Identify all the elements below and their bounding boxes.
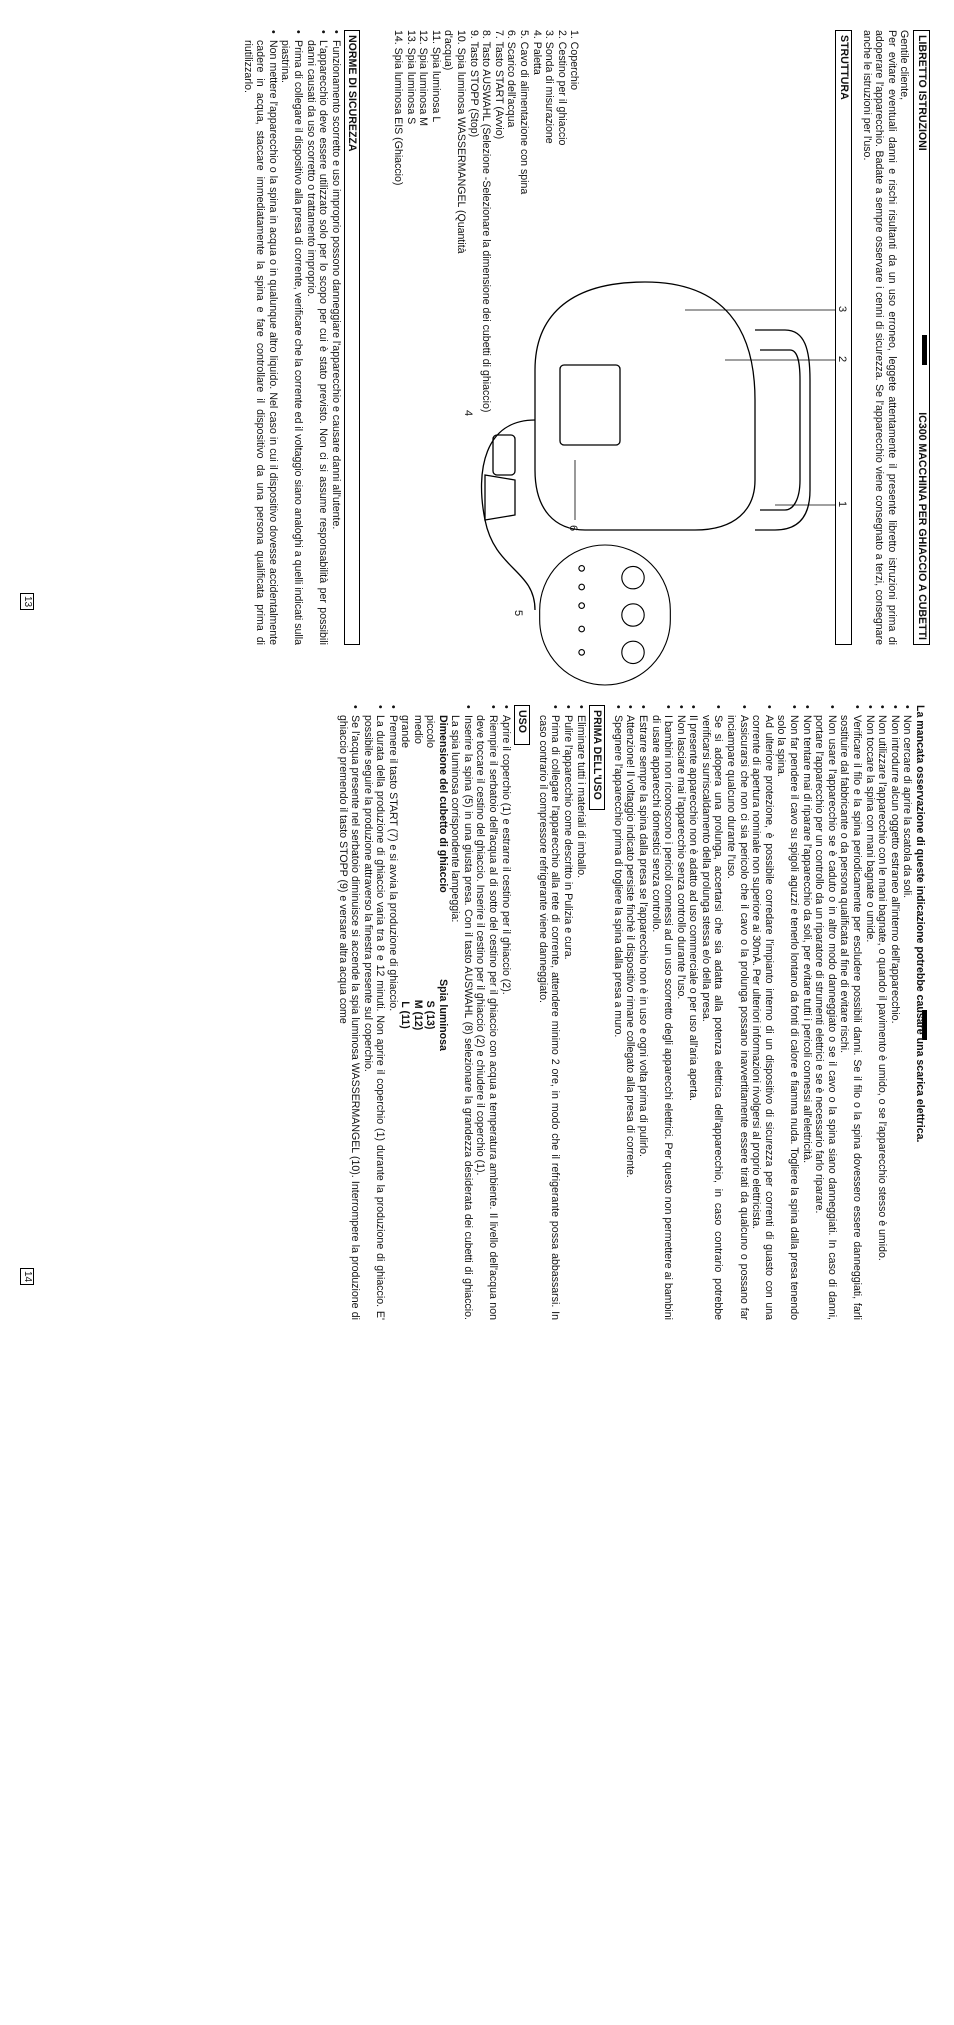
scoop-shape: [485, 475, 515, 520]
part-item-10: 10. Spia luminosa WASSERMANGEL (Quantità d'acqua): [442, 30, 468, 254]
plug-shape: [493, 435, 515, 475]
norme-title: NORME DI SICUREZZA: [346, 35, 359, 152]
part-item-8: 8. Tasto AUSWAHL (Selezione -Selezionare la dimensione dei cubetti di ghiaccio): [480, 30, 493, 413]
part-item-1: 1. Coperchio: [568, 30, 581, 91]
callout-3: 3: [836, 306, 849, 313]
stop-button-shape: [622, 566, 644, 588]
part-item-9: 9. Tasto STOPP (Stop): [467, 30, 480, 138]
norme-item: • Funzionamento scorretto e uso improprio possono danneggiare l'apparecchio e causare danni all'utente.: [329, 40, 342, 645]
norme-item: • L'apparecchio deve essere utilizzato solo per lo scopo per cui è stato previsto. Non ci si assume responsabilità per possibili danni causati da uso scorretto o trattamento improprio.: [304, 40, 329, 645]
header-right: IC300 MACCHINA PER GHIACCIO A CUBETTI: [916, 412, 928, 640]
warning-item: • Ad ulteriore protezione, è possibile corredare l'impianto interno di un dispositivo di sicurezza per correnti di guasto con una corrente di apertura nominale non superiore ai 30mA. Per ulteriori informazioni rivolgersi al proprio elettricista.: [750, 715, 775, 1320]
table-cell: medio: [411, 715, 424, 744]
part-item-7: 7. Tasto START (Avvio): [492, 30, 505, 140]
uso-title: USO: [516, 710, 529, 733]
parts-list: [392, 30, 581, 413]
warning-item: • Non usare l'apparecchio se è caduto o in altro modo danneggiato o se il cavo o la spina siano danneggiati. In caso di danni, portare l'apparecchio per un controllo da un riparatore di strumenti elettrici e se è necessario farlo riparare.: [813, 715, 838, 1320]
header-left: LIBRETTO ISTRUZIONI: [916, 35, 928, 151]
part-item-13: 13. Spia luminosa S: [404, 30, 417, 125]
warning-item: • Se si adopera una prolunga, accertarsi che sia adatta alla potenza elettrica dell'apparecchio, in caso contrario potrebbe verificarsi surriscaldamento della prolunga stessa e/o della presa.: [699, 715, 724, 1320]
vent-grid: [560, 365, 620, 445]
prima-item: • Prima di collegare l'apparecchio alla rete di corrente, attendere minimo 2 ore, in modo che il refrigerante possa abbassarsi. In caso contrario il compressore refrigerante viene danneggiato.: [536, 715, 561, 1320]
warning-item: • Non utilizzare l'apparecchio con le mani bagnate, o quando il pavimento è umido, o se l'apparecchio stesso è umido.: [876, 715, 889, 1320]
led-10: [579, 566, 585, 572]
table-cell: L (11): [399, 1001, 412, 1029]
intro-greeting: Gentile cliente,: [898, 30, 911, 101]
led-13: [579, 626, 585, 632]
uso-item: • Inserire la spina (5) in una giusta presa. Con il tasto AUSWAHL (8) selezionare la grandezza desiderata dei cubetti di ghiaccio. La spia luminosa corrispondente lampeggia:: [449, 715, 474, 1320]
warning-item: • Non toccare la spina con mani bagnate o umide.: [863, 715, 876, 1320]
page-number-13: 13: [20, 593, 34, 610]
warning-item: • Non tentare mai di riparare l'apparecchio da soli, per evitare tutti i pericoli connessi all'elettricità.: [800, 715, 813, 1320]
uso-item: • Premere il tasto START (7) e si avvia la produzione di ghiaccio.: [386, 715, 399, 1320]
auswahl-button-shape: [622, 604, 644, 626]
warning-item: • Verificare il filo e la spina periodicamente per escludere possibili danni. Se il filo o la spina dovessero essere danneggiati, farli sostituire dal fabbricante o da persona qualificata al fine di evitare rischi.: [838, 715, 863, 1320]
table-cell: grande: [399, 715, 412, 748]
intro-text: Per evitare eventuali danni e rischi risultanti da un uso erroneo, leggete attentamente il presente libretto istruzioni prima di adoperare l'apparecchio. Badate a sempre osservare i cenni di sicurezza. Se l'apparecchio viene consegnato a terzi, consegnare anche le istruzioni per l'uso.: [860, 30, 898, 645]
warning-item: • Non far pendere il cavo su spigoli aguzzi e tenerlo lontano da fonti di calore e fiamma nuda. Togliere la spina dalla presa tenendo solo la spina.: [775, 715, 800, 1320]
led-14: [579, 650, 585, 656]
callout-2: 2: [836, 356, 849, 363]
uso-list-2: [336, 705, 399, 1320]
part-item-3: 3. Sonda di misurazione: [543, 30, 556, 144]
warnings-list: [611, 705, 913, 1320]
part-item-2: 2. Cestino per il ghiaccio: [555, 30, 568, 146]
warning-item: • Attenzione! Il voltaggio indicato persiste finchè il dispositivo rimane collegato alla presa di corrente.: [624, 715, 637, 1320]
section-prima-heading: [589, 705, 606, 810]
control-panel-outline: [540, 545, 671, 685]
prima-item: • Pulire l'apparecchio come descritto in Pulizia e cura.: [561, 715, 574, 1320]
prima-title: PRIMA DELL'USO: [591, 710, 604, 800]
part-item-5: 5. Cavo di alimentazione con spina: [518, 30, 531, 195]
led-12: [579, 603, 585, 609]
callout-4: 4: [462, 410, 475, 417]
warning-item: • Non lasciare mai l'apparecchio senza controllo durante l'uso.: [674, 715, 687, 1320]
part-item-4: 4. Paletta: [530, 30, 543, 75]
part-item-14: 14. Spia luminosa EIS (Ghiaccio): [392, 30, 405, 186]
power-cable: [482, 420, 535, 610]
table-header-size: Dimensione del cubetto di ghiaccio: [436, 715, 449, 893]
callout-6: 6: [567, 525, 580, 532]
callout-5: 5: [512, 610, 525, 617]
part-item-11: 11. Spia luminosa L: [429, 30, 442, 123]
norme-item: • Non mettere l'apparecchio o la spina in acqua o in qualunque altro liquido. Nel caso in cui il dispositivo dovesse accidentalmente cadere in acqua, staccare immediatamente la spina e fare controllare il dispositivo da una persona qualificata prima di riutilizzarlo.: [241, 40, 279, 645]
part-item-6: 6. Scarico dell'acqua: [505, 30, 518, 128]
struttura-title: STRUTTURA: [838, 35, 851, 100]
ice-size-table: [399, 715, 449, 1320]
lid-window: [760, 350, 800, 510]
norme-list: [241, 30, 342, 645]
callout-1: 1: [836, 501, 849, 508]
uso-item: • Aprire il coperchio (1) e estrarre il cestino per il ghiaccio (2).: [499, 715, 512, 1320]
section-struttura-heading: [835, 30, 852, 645]
uso-item: • Se l'acqua presente nel serbatoio diminuisce si accende la spia luminosa WASSERMANGEL (10). Interrompere la produzione di ghiaccio premendo il tasto STOPP (9) e versare altra acqua come: [336, 715, 361, 1320]
warning-item: • Il presente apparecchio non è adatto ad uso commerciale o per uso all'aria aperta.: [687, 715, 700, 1320]
uso-list: [449, 705, 512, 1320]
warning-item: • Spegnere l'apparecchio prima di togliere la spina dalla presa a muro.: [611, 715, 624, 1320]
uso-item: • La durata della produzione di ghiaccio varia tra 8 e 12 minuti. Non aprire il coperchio (1) durante la produzione di ghiaccio. E' possibile seguire la produzione attraverso la finestra presente sul coperchio.: [361, 715, 386, 1320]
section-uso-heading: [514, 705, 531, 745]
manual-header: [913, 30, 930, 645]
uso-item: • Riempire il serbatoio dell'acqua al di sotto del cestino per il ghiaccio con acqua a temperatura ambiente. Il livello dell'acqua non deve toccare il cestino del ghiaccio. Inserire il cestino per il ghiaccio (2) e chiudere il coperchio (1).: [474, 715, 499, 1320]
page-number-14: 14: [20, 1268, 34, 1285]
table-cell: M (12): [411, 999, 424, 1031]
warning-item: • Non cercare di aprire la scatola da soli.: [901, 715, 914, 1320]
norme-item: • Prima di collegare il dispositivo alla presa di corrente, verificare che la corrente ed il voltaggio siano analoghi a quelli indicati sulla piastrina.: [279, 40, 304, 645]
prima-item: • Eliminare tutti i materiali di imballo.: [574, 715, 587, 1320]
manual-page-14: [0, 675, 954, 2025]
table-cell: S (13): [424, 1000, 437, 1030]
warning-item: • I bambini non riconoscono i pericoli connessi ad un uso scorretto degli apparecchi elettrici. Per questo non permettere ai bambini di usare apparecchi domestici senza controllo.: [649, 715, 674, 1320]
warning-item: • Estrarre sempre la spina dalla presa se l'apparecchio non è in uso e ogni volta prima di pulirlo.: [636, 715, 649, 1320]
prima-list: [536, 705, 586, 1320]
table-header-led: Spia luminosa: [436, 979, 449, 1051]
control-panel-diagram: [535, 540, 675, 690]
warning-item: • Non introdurre alcun oggetto estraneo all'interno dell'apparecchio.: [888, 715, 901, 1320]
table-cell: piccolo: [424, 715, 437, 748]
warning-title: La mancata osservazione di queste indicazione potrebbe causare una scarica elettrica.: [914, 705, 926, 1143]
led-11: [579, 584, 585, 590]
start-button-shape: [622, 641, 644, 663]
machine-body-outline: [535, 282, 755, 530]
part-item-12: 12. Spia luminosa M: [417, 30, 430, 126]
warning-item: • Assicurarsi che non ci sia pericolo che il cavo o la prolunga possano inavvertitamente essere tirati da qualcuno o possano far inciampare qualcuno durante l'uso.: [725, 715, 750, 1320]
